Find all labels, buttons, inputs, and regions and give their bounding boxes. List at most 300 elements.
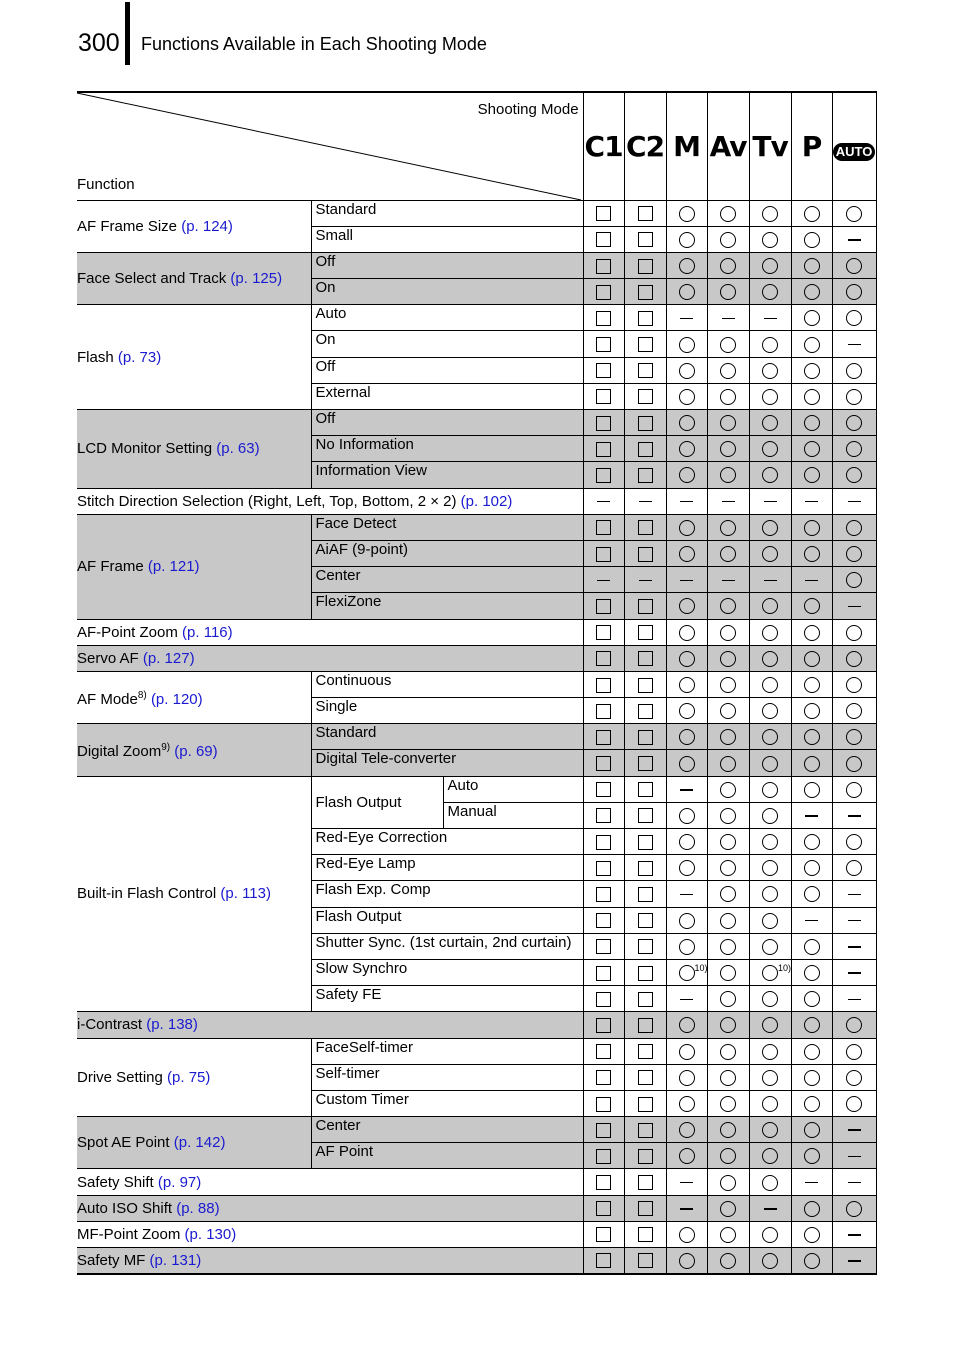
availability-cell — [624, 1038, 666, 1064]
function-name: AF Frame — [77, 558, 144, 576]
availability-cell — [832, 1195, 876, 1221]
availability-cell — [666, 488, 707, 514]
square-icon — [638, 285, 653, 300]
setting-cell: Continuous — [311, 671, 583, 697]
dash-icon — [848, 972, 861, 974]
square-icon — [596, 599, 611, 614]
dash-icon — [764, 318, 777, 320]
availability-cell — [707, 567, 749, 593]
setting-option-cell: Auto — [443, 776, 583, 802]
circle-icon — [720, 1122, 736, 1138]
table-corner-header — [77, 92, 583, 200]
page-reference-link[interactable]: (p. 120) — [150, 691, 203, 709]
circle-icon — [679, 467, 695, 483]
availability-cell — [749, 698, 791, 724]
square-icon — [596, 913, 611, 928]
square-icon — [596, 1044, 611, 1059]
function-cell — [77, 1038, 311, 1117]
function-name: Face Select and Track — [77, 270, 227, 288]
square-icon — [596, 547, 611, 562]
function-name: Spot AE Point — [77, 1134, 170, 1152]
circle-icon — [720, 206, 736, 222]
square-icon — [596, 704, 611, 719]
availability-cell — [707, 1038, 749, 1064]
circle-icon — [720, 467, 736, 483]
circle-icon — [720, 1201, 736, 1217]
circle-icon — [804, 415, 820, 431]
availability-cell — [666, 436, 707, 462]
setting-cell: Digital Tele-converter — [311, 750, 583, 776]
setting-cell: Off — [311, 357, 583, 383]
circle-icon — [720, 782, 736, 798]
page-reference-link[interactable]: (p. 124) — [181, 217, 233, 235]
function-cell — [77, 410, 311, 489]
availability-cell — [749, 907, 791, 933]
availability-cell — [624, 279, 666, 305]
dash-icon — [848, 946, 861, 948]
availability-cell — [791, 1248, 832, 1274]
page-reference-link[interactable]: (p. 138) — [146, 1016, 198, 1034]
availability-cell — [832, 1090, 876, 1116]
circle-icon — [846, 520, 862, 536]
circle-icon — [846, 625, 862, 641]
dash-icon — [680, 580, 693, 582]
circle-icon — [846, 310, 862, 326]
availability-cell — [707, 724, 749, 750]
availability-cell — [583, 645, 624, 671]
circle-icon — [804, 337, 820, 353]
setting-cell: Red-Eye Lamp — [311, 855, 583, 881]
availability-cell — [791, 436, 832, 462]
square-icon — [596, 887, 611, 902]
function-cell — [77, 514, 311, 619]
function-name: Flash — [77, 348, 114, 366]
availability-cell — [666, 959, 707, 985]
circle-icon — [720, 363, 736, 379]
circle-icon — [720, 232, 736, 248]
function-name: Safety Shift — [77, 1173, 154, 1191]
availability-cell — [749, 855, 791, 881]
page-reference-link[interactable]: (p. 121) — [147, 558, 200, 576]
setting-cell: Standard — [311, 200, 583, 226]
dash-icon — [848, 1234, 861, 1236]
setting-cell: Shutter Sync. (1st curtain, 2nd curtain) — [311, 933, 583, 959]
circle-icon — [720, 965, 736, 981]
availability-cell — [666, 1090, 707, 1116]
circle-icon — [720, 703, 736, 719]
setting-cell: No Information — [311, 436, 583, 462]
availability-cell — [749, 226, 791, 252]
availability-cell — [749, 959, 791, 985]
circle-icon — [846, 1044, 862, 1060]
availability-cell — [666, 619, 707, 645]
dash-icon — [848, 239, 861, 241]
availability-cell — [624, 226, 666, 252]
footnote-marker: 10) — [778, 963, 792, 974]
function-name: AF-Point Zoom — [77, 623, 178, 641]
dash-icon — [764, 501, 777, 503]
availability-cell — [666, 1064, 707, 1090]
availability-cell — [583, 383, 624, 409]
circle-icon — [762, 913, 778, 929]
availability-cell — [666, 671, 707, 697]
circle-icon — [762, 756, 778, 772]
availability-cell — [791, 855, 832, 881]
availability-cell — [583, 331, 624, 357]
availability-cell — [791, 750, 832, 776]
circle-icon — [804, 625, 820, 641]
circle-icon — [762, 1017, 778, 1033]
availability-cell — [707, 357, 749, 383]
square-icon — [638, 992, 653, 1007]
availability-cell — [832, 829, 876, 855]
square-icon — [638, 1044, 653, 1059]
function-name: i-Contrast — [77, 1016, 143, 1034]
availability-cell — [832, 750, 876, 776]
availability-cell — [707, 698, 749, 724]
circle-icon — [679, 232, 695, 248]
circle-icon — [762, 1175, 778, 1191]
circle-icon — [762, 808, 778, 824]
availability-cell — [666, 933, 707, 959]
availability-cell — [624, 436, 666, 462]
circle-icon — [846, 651, 862, 667]
availability-cell — [832, 200, 876, 226]
circle-icon — [679, 546, 695, 562]
availability-cell — [666, 252, 707, 278]
page-reference-link[interactable]: (p. 88) — [176, 1199, 220, 1217]
circle-icon — [720, 939, 736, 955]
circle-icon — [720, 886, 736, 902]
square-icon — [596, 1018, 611, 1033]
table-row — [77, 1117, 876, 1143]
circle-icon — [846, 284, 862, 300]
square-icon — [596, 1149, 611, 1164]
availability-cell — [832, 776, 876, 802]
availability-cell — [707, 252, 749, 278]
circle-icon — [720, 677, 736, 693]
footnote-marker: 8) — [137, 690, 147, 702]
footnote-marker: 9) — [161, 742, 171, 754]
square-icon — [596, 756, 611, 771]
availability-cell — [749, 986, 791, 1012]
availability-cell — [791, 1143, 832, 1169]
availability-cell — [666, 1195, 707, 1221]
circle-icon — [804, 756, 820, 772]
circle-icon — [846, 756, 862, 772]
circle-icon — [762, 625, 778, 641]
function-name: Auto ISO Shift — [77, 1199, 173, 1217]
page-reference-link[interactable]: (p. 130) — [184, 1225, 237, 1243]
circle-icon — [679, 1148, 695, 1164]
circle-icon — [804, 703, 820, 719]
circle-icon — [679, 756, 695, 772]
availability-cell — [832, 279, 876, 305]
square-icon — [596, 835, 611, 850]
availability-cell — [624, 645, 666, 671]
square-icon — [596, 285, 611, 300]
circle-icon — [762, 1148, 778, 1164]
availability-cell — [791, 1012, 832, 1038]
setting-cell: Face Detect — [311, 514, 583, 540]
availability-cell — [832, 1117, 876, 1143]
availability-cell — [707, 1221, 749, 1247]
square-icon — [638, 337, 653, 352]
circle-icon — [762, 467, 778, 483]
circle-icon — [720, 1227, 736, 1243]
circle-icon — [846, 467, 862, 483]
page-reference-link[interactable]: (p. 73) — [117, 348, 162, 366]
dash-icon — [680, 999, 693, 1001]
square-icon — [638, 625, 653, 640]
availability-cell — [624, 1221, 666, 1247]
circle-icon — [679, 1096, 695, 1112]
availability-cell — [707, 383, 749, 409]
availability-cell — [832, 671, 876, 697]
setting-cell: Off — [311, 410, 583, 436]
dash-icon — [639, 580, 652, 582]
page-reference-link[interactable]: (p. 63) — [216, 440, 260, 458]
square-icon — [638, 259, 653, 274]
page-reference-link[interactable]: (p. 102) — [460, 492, 513, 510]
setting-cell: External — [311, 383, 583, 409]
availability-cell — [707, 855, 749, 881]
header-divider — [125, 2, 130, 65]
square-icon — [638, 1201, 653, 1216]
availability-cell — [707, 829, 749, 855]
availability-cell — [707, 619, 749, 645]
circle-icon — [804, 677, 820, 693]
availability-cell — [832, 514, 876, 540]
availability-cell — [707, 305, 749, 331]
circle-icon — [804, 258, 820, 274]
circle-icon — [679, 284, 695, 300]
footnote-marker: 10) — [694, 963, 708, 974]
circle-icon — [762, 1253, 778, 1269]
availability-cell — [624, 1090, 666, 1116]
page-reference-link[interactable]: (p. 69) — [174, 743, 218, 761]
page-reference-link[interactable]: (p. 97) — [157, 1173, 202, 1191]
dash-icon — [848, 606, 861, 608]
availability-cell — [666, 1012, 707, 1038]
availability-cell — [583, 1248, 624, 1274]
availability-cell — [749, 305, 791, 331]
circle-icon — [846, 1070, 862, 1086]
availability-cell — [624, 619, 666, 645]
availability-cell — [791, 488, 832, 514]
availability-cell — [791, 1221, 832, 1247]
dash-icon — [597, 580, 610, 582]
circle-icon — [762, 546, 778, 562]
availability-cell — [749, 724, 791, 750]
square-icon — [596, 468, 611, 483]
circle-icon — [720, 441, 736, 457]
square-icon — [596, 1070, 611, 1085]
availability-cell — [791, 1038, 832, 1064]
page-reference-link[interactable]: (p. 131) — [149, 1251, 202, 1269]
availability-cell — [749, 540, 791, 566]
circle-icon — [804, 389, 820, 405]
table-row — [77, 252, 876, 278]
availability-cell — [832, 1221, 876, 1247]
page-reference-link[interactable]: (p. 113) — [220, 885, 271, 903]
setting-cell: Off — [311, 252, 583, 278]
circle-icon — [762, 206, 778, 222]
circle-icon — [846, 546, 862, 562]
function-cell — [77, 1248, 583, 1274]
circle-icon — [679, 1017, 695, 1033]
page-reference-link[interactable]: (p. 127) — [142, 649, 195, 667]
circle-icon — [762, 991, 778, 1007]
availability-cell — [749, 357, 791, 383]
availability-cell — [832, 619, 876, 645]
square-icon — [596, 389, 611, 404]
circle-icon — [720, 546, 736, 562]
circle-icon — [679, 1253, 695, 1269]
circle-icon — [720, 860, 736, 876]
page-title: Functions Available in Each Shooting Mode — [141, 34, 487, 54]
circle-icon — [679, 939, 695, 955]
function-name: MF-Point Zoom — [77, 1225, 181, 1243]
table-row — [77, 514, 876, 540]
availability-cell — [832, 383, 876, 409]
availability-cell — [624, 488, 666, 514]
circle-icon — [679, 441, 695, 457]
square-icon — [638, 416, 653, 431]
availability-cell — [749, 331, 791, 357]
availability-cell — [624, 881, 666, 907]
function-name: Servo AF — [77, 649, 139, 667]
availability-cell — [583, 540, 624, 566]
auto-mode-icon: AUTO — [833, 143, 876, 161]
page-number: 300 — [78, 29, 120, 57]
circle-icon — [679, 834, 695, 850]
availability-cell — [583, 1038, 624, 1064]
function-name: Stitch Direction Selection (Right, Left, Top, Bottom, 2 × 2) — [77, 492, 457, 510]
availability-cell — [624, 802, 666, 828]
availability-cell — [666, 357, 707, 383]
dash-icon — [805, 1182, 818, 1184]
mode-c2-header: C2 — [624, 92, 666, 200]
circle-icon — [762, 284, 778, 300]
circle-icon — [762, 939, 778, 955]
table-row — [77, 724, 876, 750]
circle-icon — [720, 284, 736, 300]
square-icon — [596, 678, 611, 693]
availability-cell — [583, 357, 624, 383]
square-icon — [638, 939, 653, 954]
availability-cell — [583, 671, 624, 697]
circle-icon — [846, 1096, 862, 1112]
availability-cell — [791, 410, 832, 436]
availability-cell — [666, 750, 707, 776]
dash-icon — [848, 1156, 861, 1158]
availability-cell — [749, 776, 791, 802]
circle-icon — [720, 520, 736, 536]
availability-cell — [832, 645, 876, 671]
availability-cell — [666, 462, 707, 488]
mode-auto-header — [832, 92, 876, 200]
availability-cell — [624, 1012, 666, 1038]
square-icon — [596, 311, 611, 326]
availability-cell — [791, 279, 832, 305]
dash-icon — [848, 1182, 861, 1184]
page-reference-link[interactable]: (p. 116) — [182, 623, 233, 641]
circle-icon — [720, 991, 736, 1007]
square-icon — [638, 861, 653, 876]
availability-cell — [707, 1195, 749, 1221]
availability-cell — [624, 776, 666, 802]
availability-cell — [791, 1117, 832, 1143]
circle-icon — [762, 232, 778, 248]
page-reference-link[interactable]: (p. 125) — [230, 270, 283, 288]
circle-icon — [846, 1201, 862, 1217]
availability-cell — [707, 436, 749, 462]
circle-icon — [679, 729, 695, 745]
availability-cell — [666, 645, 707, 671]
circle-icon — [846, 782, 862, 798]
square-icon — [638, 1097, 653, 1112]
circle-icon — [846, 389, 862, 405]
circle-icon — [762, 1227, 778, 1243]
availability-cell — [583, 907, 624, 933]
availability-cell — [583, 829, 624, 855]
availability-cell — [707, 750, 749, 776]
page-reference-link[interactable]: (p. 142) — [173, 1134, 226, 1152]
availability-cell — [583, 933, 624, 959]
setting-cell: Small — [311, 226, 583, 252]
square-icon — [638, 1227, 653, 1242]
circle-icon — [762, 963, 792, 981]
circle-icon — [804, 1201, 820, 1217]
availability-cell — [624, 1117, 666, 1143]
function-cell — [77, 619, 583, 645]
availability-cell — [666, 200, 707, 226]
function-table-body — [77, 200, 876, 1274]
availability-cell — [791, 357, 832, 383]
availability-cell — [791, 540, 832, 566]
availability-cell — [749, 462, 791, 488]
availability-cell — [791, 1064, 832, 1090]
circle-icon — [679, 520, 695, 536]
availability-cell — [832, 855, 876, 881]
function-cell — [77, 1117, 311, 1169]
availability-cell — [791, 933, 832, 959]
availability-cell — [707, 907, 749, 933]
table-row — [77, 410, 876, 436]
availability-cell — [666, 305, 707, 331]
availability-cell — [749, 829, 791, 855]
circle-icon — [804, 1096, 820, 1112]
circle-icon — [846, 206, 862, 222]
availability-cell — [749, 802, 791, 828]
availability-cell — [666, 410, 707, 436]
availability-cell — [583, 1221, 624, 1247]
dash-icon — [805, 501, 818, 503]
square-icon — [596, 337, 611, 352]
setting-cell: FaceSelf-timer — [311, 1038, 583, 1064]
availability-cell — [666, 1117, 707, 1143]
square-icon — [596, 1201, 611, 1216]
circle-icon — [804, 363, 820, 379]
availability-cell — [791, 986, 832, 1012]
square-icon — [596, 651, 611, 666]
availability-cell — [583, 279, 624, 305]
page-reference-link[interactable]: (p. 75) — [167, 1068, 211, 1086]
square-icon — [638, 1175, 653, 1190]
square-icon — [638, 232, 653, 247]
square-icon — [638, 913, 653, 928]
